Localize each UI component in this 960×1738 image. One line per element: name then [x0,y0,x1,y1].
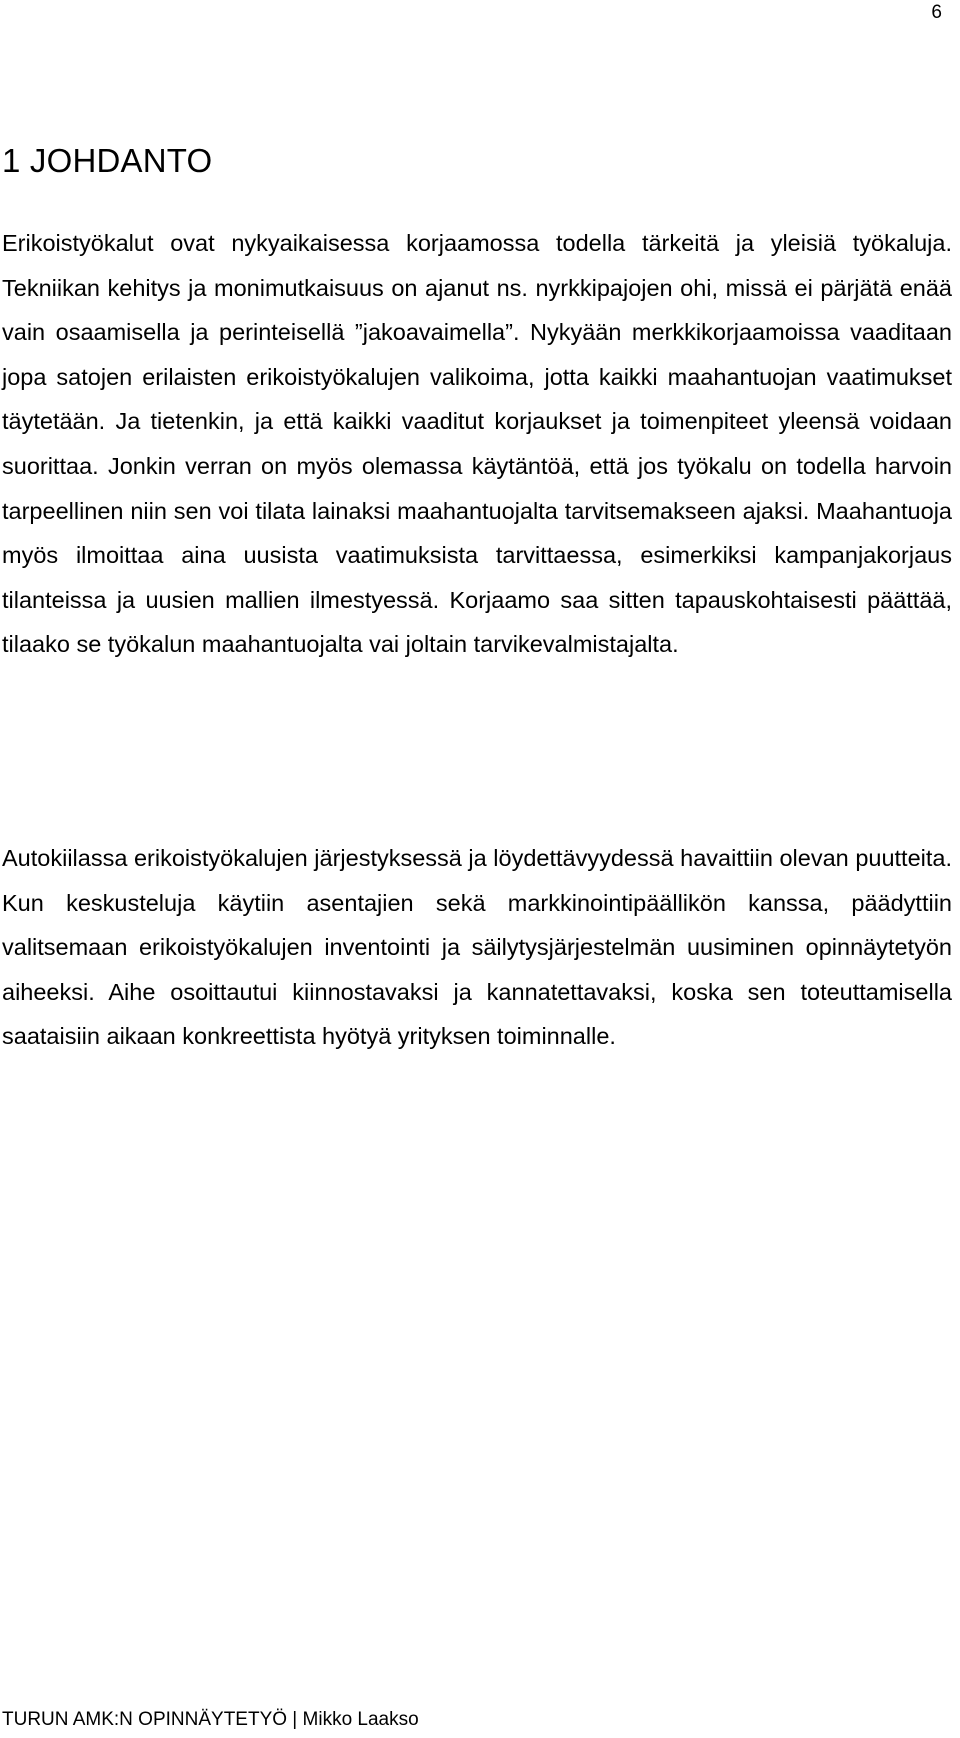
chapter-heading: 1 JOHDANTO [2,142,213,179]
page-footer: TURUN AMK:N OPINNÄYTETYÖ | Mikko Laakso [2,1709,419,1730]
intro-paragraph-1: Erikoistyökalut ovat nykyaikaisessa korjaamossa todella tärkeitä ja yleisiä työkaluja. Tekniikan kehitys ja monimutkaisuus on ajanut ns. nyrkkipajojen ohi, missä ei pärjätä enää vain osaamisella ja perinteisellä ”jakoavaimella”. Nykyään merkkikorjaamoissa vaaditaan jopa satojen erilaisten erikoistyökalujen valikoima, jotta kaikki maahantuojan vaatimukset täytetään. Ja tietenkin, ja että kaikki vaaditut korjaukset ja toimenpiteet yleensä voidaan suorittaa. Jonkin verran on myös olemassa käytäntöä, että jos työkalu on todella harvoin tarpeellinen niin sen voi tilata lainaksi maahantuojalta tarvitsemakseen ajaksi. Maahantuoja myös ilmoittaa aina uusista vaatimuksista tarvittaessa, esimerkiksi kampanjakorjaus tilanteissa ja uusien mallien ilmestyessä. Korjaamo saa sitten tapauskohtaisesti päättää, tilaako se työkalun maahantuojalta vai joltain tarvikevalmistajalta. [2,230,952,658]
intro-paragraph-2: Autokiilassa erikoistyökalujen järjestyksessä ja löydettävyydessä havaittiin olevan puutteita. Kun keskusteluja käytiin asentajien sekä markkinointipäällikön kanssa, päädyttiin valitsemaan erikoistyökalujen inventointi ja säilytysjärjestelmän uusiminen opinnäytetyön aiheeksi. Aihe osoittautui kiinnostavaksi ja kannatettavaksi, koska sen toteuttamisella saataisiin aikaan konkreettista hyötyä yrityksen toiminnalle. [2,845,952,1050]
page-number: 6 [931,2,942,23]
